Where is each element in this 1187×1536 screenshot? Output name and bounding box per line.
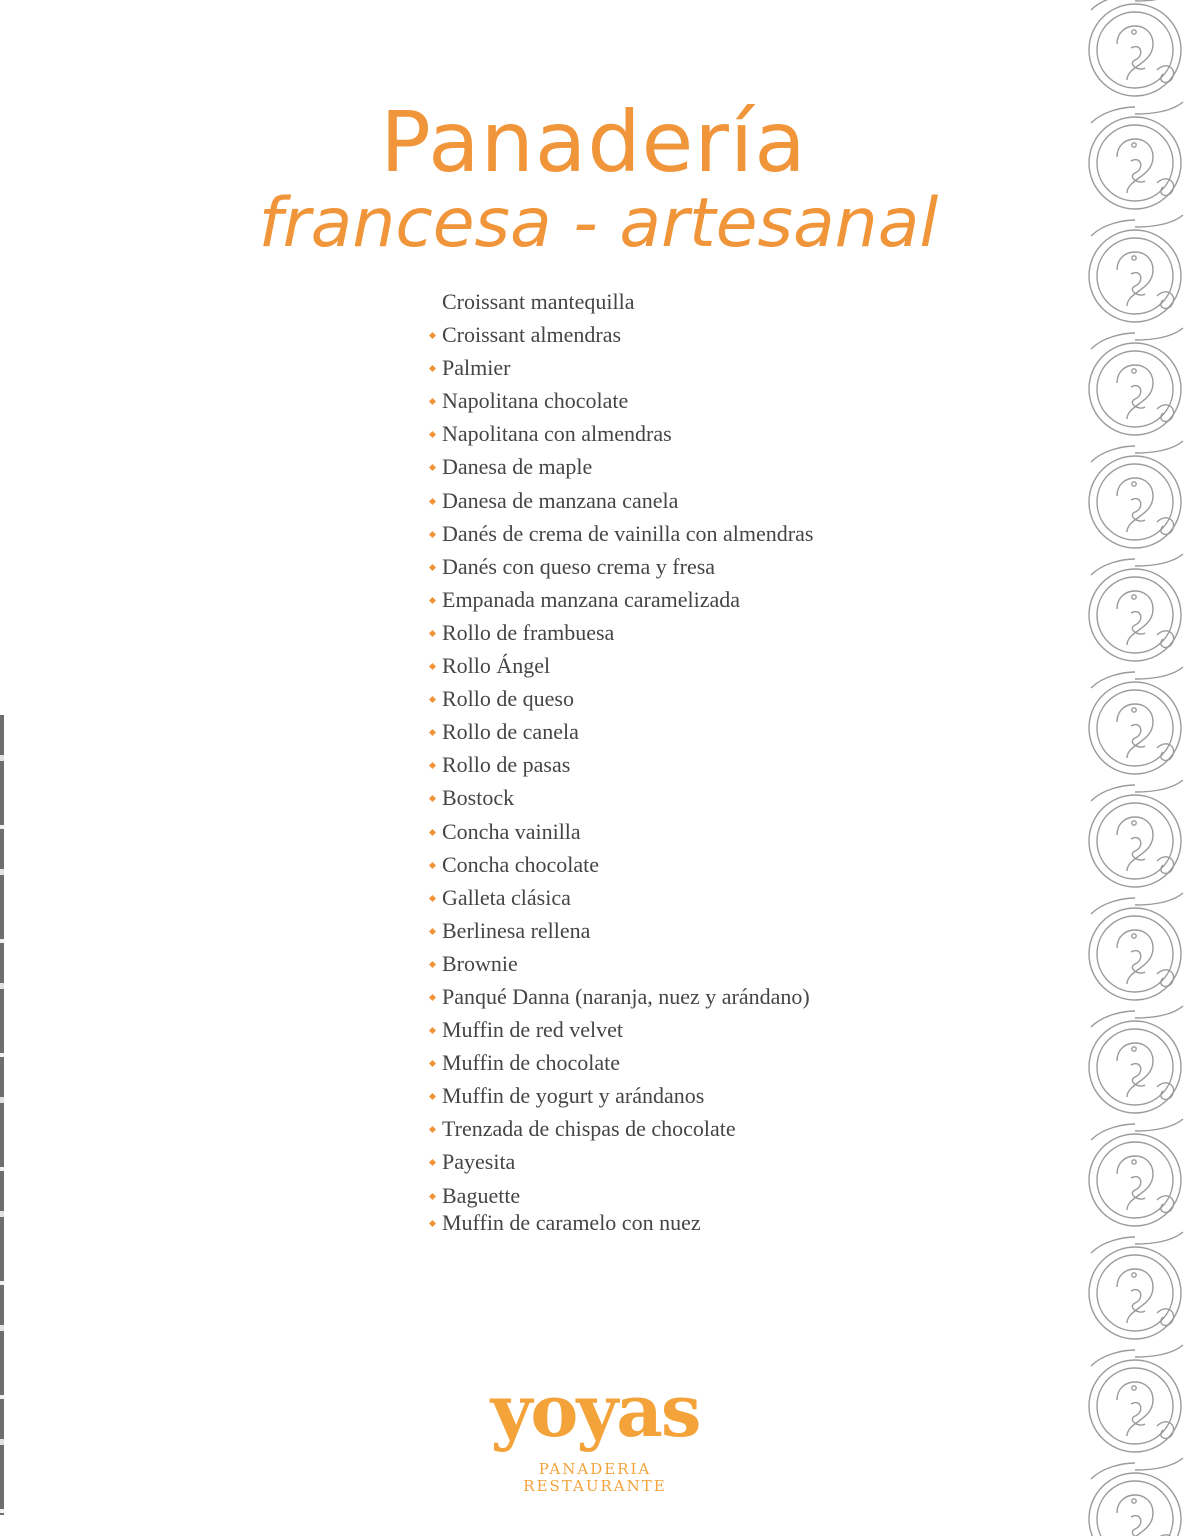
border-ornament-icon: [1089, 898, 1183, 1018]
border-ornament-icon: [1089, 672, 1183, 792]
bullet-icon: [429, 630, 436, 637]
bullet-icon: [429, 464, 436, 471]
logo-line-restaurante: RESTAURANTE: [523, 1477, 667, 1495]
bullet-icon: [429, 663, 436, 670]
menu-item: Croissant mantequilla: [442, 289, 635, 314]
bullet-icon: [429, 1126, 436, 1133]
menu-item: Brownie: [428, 949, 1028, 982]
menu-item: Concha chocolate: [428, 850, 1028, 883]
menu-item: Baguette: [428, 1181, 1028, 1208]
border-ornament-icon: [1089, 333, 1183, 453]
border-ornament-icon: [1089, 1124, 1183, 1244]
menu-list: [428, 287, 1028, 1241]
menu-item: Bostock: [428, 783, 1028, 816]
bullet-icon: [429, 365, 436, 372]
menu-item: Rollo de queso: [428, 684, 1028, 717]
menu-item: Muffin de red velvet: [428, 1015, 1028, 1048]
menu-item: Trenzada de chispas de chocolate: [428, 1114, 1028, 1147]
menu-item: Palmier: [428, 353, 1028, 386]
bullet-icon: [429, 564, 436, 571]
menu-item: Empanada manzana caramelizada: [428, 585, 1028, 618]
menu-item: Muffin de caramelo con nuez: [428, 1208, 1028, 1241]
page-edge-artifact: [0, 715, 4, 1515]
bullet-icon: [429, 895, 436, 902]
logo-line-panaderia: PANADERIA: [538, 1460, 652, 1478]
bullet-icon: [429, 1027, 436, 1034]
border-ornament-icon: [1089, 0, 1183, 114]
bullet-icon: [429, 498, 436, 505]
border-ornament-icon: [1089, 1011, 1183, 1131]
page-title: Panadería: [380, 93, 807, 191]
menu-item: Rollo de canela: [428, 717, 1028, 750]
border-ornament-icon: [1089, 785, 1183, 905]
menu-item: Berlinesa rellena: [428, 916, 1028, 949]
bullet-icon: [429, 828, 436, 835]
bullet-icon: [429, 1219, 436, 1226]
menu-item: Payesita: [428, 1147, 1028, 1180]
yoyas-logo: [480, 1368, 710, 1505]
menu-item: Rollo de pasas: [428, 750, 1028, 783]
border-ornament-icon: [1089, 1463, 1183, 1536]
border-ornament-icon: [1089, 1350, 1183, 1470]
border-ornament-icon: [1089, 1237, 1183, 1357]
bullet-icon: [429, 928, 436, 935]
menu-item: Croissant almendras: [428, 320, 1028, 353]
menu-item: Danesa de manzana canela: [428, 486, 1028, 519]
bullet-icon: [429, 1093, 436, 1100]
menu-item: Danés con queso crema y fresa: [428, 552, 1028, 585]
bullet-icon: [429, 762, 436, 769]
menu-item: Danés de crema de vainilla con almendras: [428, 519, 1028, 552]
menu-item: Napolitana con almendras: [428, 419, 1028, 452]
menu-item: Napolitana chocolate: [428, 386, 1028, 419]
bullet-icon: [429, 1060, 436, 1067]
border-ornament-icon: [1089, 559, 1183, 679]
bullet-icon: [429, 729, 436, 736]
menu-item: Muffin de yogurt y arándanos: [428, 1081, 1028, 1114]
bullet-icon: [429, 597, 436, 604]
menu-item: Rollo de frambuesa: [428, 618, 1028, 651]
menu-item: Rollo Ángel: [428, 651, 1028, 684]
page-subtitle: francesa - artesanal: [258, 184, 939, 263]
menu-item: Muffin de chocolate: [428, 1048, 1028, 1081]
bullet-icon: [429, 398, 436, 405]
bullet-icon: [429, 531, 436, 538]
border-ornament-icon: [1089, 446, 1183, 566]
bullet-icon: [429, 332, 436, 339]
bullet-icon: [429, 862, 436, 869]
logo-wordmark: yoyas: [490, 1368, 700, 1453]
bullet-icon: [429, 696, 436, 703]
menu-item: Panqué Danna (naranja, nuez y arándano): [428, 982, 1028, 1015]
bullet-icon: [429, 431, 436, 438]
menu-item: Concha vainilla: [428, 817, 1028, 850]
menu-item: Danesa de maple: [428, 452, 1028, 485]
bullet-icon: [429, 961, 436, 968]
menu-item: Galleta clásica: [428, 883, 1028, 916]
bullet-icon: [429, 1159, 436, 1166]
bullet-icon: [429, 1192, 436, 1199]
bullet-icon: [429, 795, 436, 802]
bullet-icon: [429, 994, 436, 1001]
